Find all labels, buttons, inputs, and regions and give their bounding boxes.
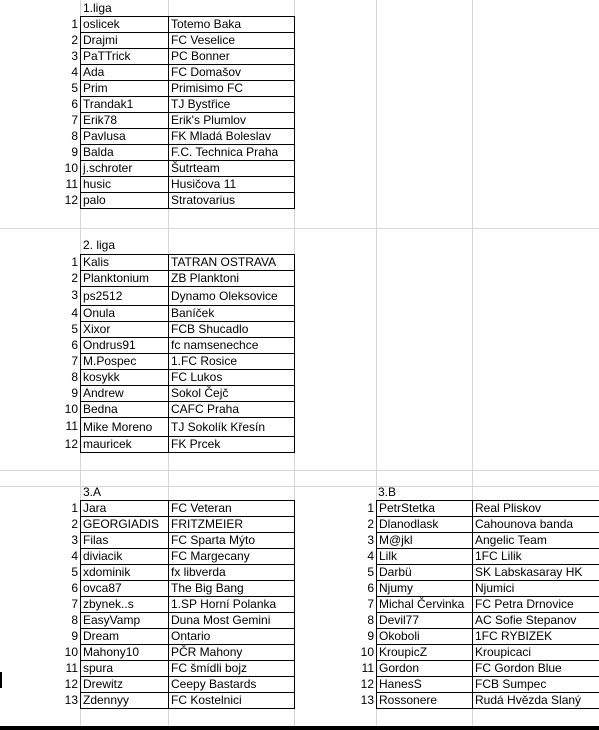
table-row: [377, 693, 599, 709]
row-number[interactable]: 2: [367, 517, 374, 531]
team-cell[interactable]: Kroupicaci: [473, 645, 599, 661]
team-cell[interactable]: Rudá Hvězda Slaný: [473, 693, 599, 709]
team-cell[interactable]: Šutrteam: [169, 161, 295, 177]
player-cell[interactable]: Dream: [81, 629, 169, 645]
player-cell[interactable]: Onula: [81, 306, 169, 322]
table-row: [377, 565, 599, 581]
team-cell[interactable]: FC Domašov: [169, 65, 295, 81]
league-1-table: [80, 16, 295, 209]
table-row: [81, 581, 295, 597]
row-number[interactable]: 1: [71, 17, 78, 31]
player-cell[interactable]: Xixor: [81, 322, 169, 338]
row-number[interactable]: 4: [71, 306, 78, 320]
table-row: [81, 113, 295, 129]
player-cell[interactable]: Trandak1: [81, 97, 169, 113]
player-cell[interactable]: Michal Červinka: [377, 597, 473, 613]
league-3b-title[interactable]: 3.B: [378, 485, 397, 499]
row-number[interactable]: 2: [71, 33, 78, 47]
table-row: [81, 402, 295, 418]
row-number[interactable]: 9: [367, 629, 374, 643]
row-number[interactable]: 6: [71, 581, 78, 595]
player-cell[interactable]: Dlanodlask: [377, 517, 473, 533]
player-cell[interactable]: Zdennyy: [81, 693, 169, 709]
league-1-title[interactable]: 1.liga: [83, 1, 112, 15]
team-cell[interactable]: Baníček: [169, 306, 295, 322]
table-row: [81, 533, 295, 549]
player-cell[interactable]: Erik78: [81, 113, 169, 129]
table-row: [377, 549, 599, 565]
player-cell[interactable]: xdominik: [81, 565, 169, 581]
row-number[interactable]: 11: [65, 177, 78, 191]
table-row: [377, 533, 599, 549]
league-3a-title[interactable]: 3.A: [83, 485, 102, 499]
row-number[interactable]: 9: [71, 386, 78, 400]
team-cell[interactable]: FRITZMEIER: [169, 517, 295, 533]
row-number[interactable]: 4: [71, 65, 78, 79]
row-number[interactable]: 9: [71, 145, 78, 159]
table-row: [81, 271, 295, 287]
table-row: [81, 629, 295, 645]
team-cell[interactable]: FK Prcek: [169, 437, 295, 453]
table-row: [81, 129, 295, 145]
row-number[interactable]: 5: [71, 565, 78, 579]
table-row: [81, 322, 295, 338]
team-cell[interactable]: Primisimo FC: [169, 81, 295, 97]
row-edge-marker: [0, 672, 2, 688]
team-cell[interactable]: 1.FC Rosice: [169, 354, 295, 370]
team-cell[interactable]: Cahounova banda: [473, 517, 599, 533]
player-cell[interactable]: Planktonium: [81, 271, 169, 287]
row-number[interactable]: 6: [367, 581, 374, 595]
row-number[interactable]: 3: [71, 533, 78, 547]
player-cell[interactable]: EasyVamp: [81, 613, 169, 629]
table-row: [81, 693, 295, 709]
table-row: [81, 613, 295, 629]
table-row: [81, 81, 295, 97]
player-cell[interactable]: KroupicZ: [377, 645, 473, 661]
table-row: [81, 193, 295, 209]
row-number[interactable]: 6: [71, 338, 78, 352]
team-cell[interactable]: TJ Sokolík Křesín: [169, 418, 295, 437]
player-cell[interactable]: Drajmi: [81, 33, 169, 49]
row-number[interactable]: 11: [361, 661, 374, 675]
player-cell[interactable]: Ondrus91: [81, 338, 169, 354]
team-cell[interactable]: fc namsenechce: [169, 338, 295, 354]
row-number[interactable]: 6: [71, 97, 78, 111]
table-row: [81, 565, 295, 581]
team-cell[interactable]: FC Petra Drnovice: [473, 597, 599, 613]
table-row: [81, 677, 295, 693]
player-cell[interactable]: M.Pospec: [81, 354, 169, 370]
league-3b-table: [376, 500, 599, 709]
team-cell[interactable]: 1FC Lilik: [473, 549, 599, 565]
table-row: [81, 370, 295, 386]
row-number[interactable]: 1: [71, 255, 78, 269]
row-number[interactable]: 12: [64, 677, 78, 691]
row-number[interactable]: 9: [71, 629, 78, 643]
table-row: [81, 418, 295, 437]
league-3a-table: [80, 500, 295, 709]
player-cell[interactable]: Bedna: [81, 402, 169, 418]
player-cell[interactable]: PetrStetka: [377, 501, 473, 517]
row-number[interactable]: 3: [71, 288, 78, 302]
team-cell[interactable]: AC Sofie Stepanov: [473, 613, 599, 629]
player-cell[interactable]: Devil77: [377, 613, 473, 629]
player-cell[interactable]: Gordon: [377, 661, 473, 677]
row-number[interactable]: 13: [360, 693, 374, 707]
row-number[interactable]: 4: [71, 549, 78, 563]
table-row: [81, 145, 295, 161]
team-cell[interactable]: F.C. Technica Praha: [169, 145, 295, 161]
player-cell[interactable]: Rossonere: [377, 693, 473, 709]
row-number[interactable]: 8: [71, 370, 78, 384]
row-number[interactable]: 5: [71, 322, 78, 336]
player-cell[interactable]: Jara: [81, 501, 169, 517]
row-number[interactable]: 13: [64, 693, 78, 707]
table-row: [81, 354, 295, 370]
table-row: [81, 597, 295, 613]
player-cell[interactable]: ovca87: [81, 581, 169, 597]
team-cell[interactable]: Erik's Plumlov: [169, 113, 295, 129]
row-number[interactable]: 5: [367, 565, 374, 579]
player-cell[interactable]: palo: [81, 193, 169, 209]
team-cell[interactable]: TATRAN OSTRAVA: [169, 255, 295, 271]
team-cell[interactable]: FC Kostelnici: [169, 693, 295, 709]
player-cell[interactable]: j.schroter: [81, 161, 169, 177]
team-cell[interactable]: Angelic Team: [473, 533, 599, 549]
player-cell[interactable]: Drewitz: [81, 677, 169, 693]
table-row: [81, 386, 295, 402]
table-row: [81, 437, 295, 453]
player-cell[interactable]: Njumy: [377, 581, 473, 597]
table-row: [377, 645, 599, 661]
table-row: [81, 65, 295, 81]
team-cell[interactable]: FCB Sumpec: [473, 677, 599, 693]
team-cell[interactable]: fx libverda: [169, 565, 295, 581]
team-cell[interactable]: TJ Bystřice: [169, 97, 295, 113]
team-cell[interactable]: SK Labskasaray HK: [473, 565, 599, 581]
player-cell[interactable]: Kalis: [81, 255, 169, 271]
player-cell[interactable]: husic: [81, 177, 169, 193]
row-number[interactable]: 4: [367, 549, 374, 563]
team-cell[interactable]: Husičova 11: [169, 177, 295, 193]
player-cell[interactable]: HanesS: [377, 677, 473, 693]
bottom-border: [0, 726, 599, 730]
row-number[interactable]: 12: [64, 193, 78, 207]
row-number[interactable]: 12: [360, 677, 374, 691]
table-row: [81, 287, 295, 306]
table-row: [81, 17, 295, 33]
player-cell[interactable]: PaTTrick: [81, 49, 169, 65]
row-number[interactable]: 10: [360, 645, 374, 659]
player-cell[interactable]: Okoboli: [377, 629, 473, 645]
table-row: [377, 597, 599, 613]
table-row: [81, 306, 295, 322]
team-cell[interactable]: FC Margecany: [169, 549, 295, 565]
team-cell[interactable]: Ceepy Bastards: [169, 677, 295, 693]
team-cell[interactable]: Njumici: [473, 581, 599, 597]
player-cell[interactable]: mauricek: [81, 437, 169, 453]
team-cell[interactable]: The Big Bang: [169, 581, 295, 597]
team-cell[interactable]: FC Sparta Mýto: [169, 533, 295, 549]
team-cell[interactable]: FK Mladá Boleslav: [169, 129, 295, 145]
row-number[interactable]: 5: [71, 81, 78, 95]
player-cell[interactable]: Pavlusa: [81, 129, 169, 145]
row-number[interactable]: 8: [367, 613, 374, 627]
league-2-title[interactable]: 2. liga: [83, 238, 116, 252]
row-number[interactable]: 12: [64, 437, 78, 451]
table-row: [81, 661, 295, 677]
row-number[interactable]: 7: [71, 597, 78, 611]
player-cell[interactable]: spura: [81, 661, 169, 677]
league-2-table: [80, 254, 295, 453]
table-row: [81, 501, 295, 517]
row-number[interactable]: 7: [71, 354, 78, 368]
row-number[interactable]: 1: [367, 501, 374, 515]
row-number[interactable]: 11: [65, 419, 78, 433]
team-cell[interactable]: 1.SP Horní Polanka: [169, 597, 295, 613]
table-row: [377, 501, 599, 517]
team-cell[interactable]: Duna Most Gemini: [169, 613, 295, 629]
table-row: [81, 549, 295, 565]
row-number[interactable]: 2: [71, 271, 78, 285]
player-cell[interactable]: oslicek: [81, 17, 169, 33]
table-row: [81, 33, 295, 49]
team-cell[interactable]: ZB Planktoni: [169, 271, 295, 287]
player-cell[interactable]: GEORGIADIS: [81, 517, 169, 533]
player-cell[interactable]: kosykk: [81, 370, 169, 386]
table-row: [377, 661, 599, 677]
team-cell[interactable]: Sokol Čejč: [169, 386, 295, 402]
player-cell[interactable]: Mahony10: [81, 645, 169, 661]
player-cell[interactable]: M@jkl: [377, 533, 473, 549]
table-row: [377, 677, 599, 693]
team-cell[interactable]: FC Gordon Blue: [473, 661, 599, 677]
table-row: [81, 517, 295, 533]
table-row: [377, 629, 599, 645]
row-number[interactable]: 10: [64, 645, 78, 659]
team-cell[interactable]: FC šmídli bojz: [169, 661, 295, 677]
player-cell[interactable]: Ada: [81, 65, 169, 81]
player-cell[interactable]: Prim: [81, 81, 169, 97]
team-cell[interactable]: FC Veselice: [169, 33, 295, 49]
player-cell[interactable]: Darbü: [377, 565, 473, 581]
team-cell[interactable]: FC Veteran: [169, 501, 295, 517]
table-row: [377, 581, 599, 597]
gridline: [0, 470, 599, 471]
player-cell[interactable]: diviacik: [81, 549, 169, 565]
row-number[interactable]: 10: [64, 161, 78, 175]
player-cell[interactable]: Lilk: [377, 549, 473, 565]
table-row: [81, 177, 295, 193]
player-cell[interactable]: Andrew: [81, 386, 169, 402]
table-row: [81, 97, 295, 113]
team-cell[interactable]: Ontario: [169, 629, 295, 645]
gridline: [0, 228, 599, 229]
row-number[interactable]: 7: [367, 597, 374, 611]
team-cell[interactable]: Totemo Baka: [169, 17, 295, 33]
player-cell[interactable]: zbynek..s: [81, 597, 169, 613]
team-cell[interactable]: 1FC RYBIZEK: [473, 629, 599, 645]
row-number[interactable]: 2: [71, 517, 78, 531]
row-number[interactable]: 1: [71, 501, 78, 515]
team-cell[interactable]: PC Bonner: [169, 49, 295, 65]
row-number[interactable]: 8: [71, 129, 78, 143]
team-cell[interactable]: Dynamo Oleksovice: [169, 287, 295, 306]
player-cell[interactable]: Mike Moreno: [81, 418, 169, 437]
table-row: [81, 255, 295, 271]
row-number[interactable]: 11: [65, 661, 78, 675]
table-row: [81, 161, 295, 177]
player-cell[interactable]: Filas: [81, 533, 169, 549]
row-number[interactable]: 7: [71, 113, 78, 127]
team-cell[interactable]: CAFC Praha: [169, 402, 295, 418]
row-number[interactable]: 3: [367, 533, 374, 547]
team-cell[interactable]: FCB Shucadlo: [169, 322, 295, 338]
table-row: [377, 613, 599, 629]
player-cell[interactable]: ps2512: [81, 287, 169, 306]
team-cell[interactable]: PČR Mahony: [169, 645, 295, 661]
team-cell[interactable]: Stratovarius: [169, 193, 295, 209]
table-row: [377, 517, 599, 533]
row-number[interactable]: 3: [71, 49, 78, 63]
team-cell[interactable]: Real Pliskov: [473, 501, 599, 517]
player-cell[interactable]: Balda: [81, 145, 169, 161]
table-row: [81, 49, 295, 65]
row-number[interactable]: 10: [64, 402, 78, 416]
team-cell[interactable]: FC Lukos: [169, 370, 295, 386]
row-number[interactable]: 8: [71, 613, 78, 627]
table-row: [81, 645, 295, 661]
table-row: [81, 338, 295, 354]
